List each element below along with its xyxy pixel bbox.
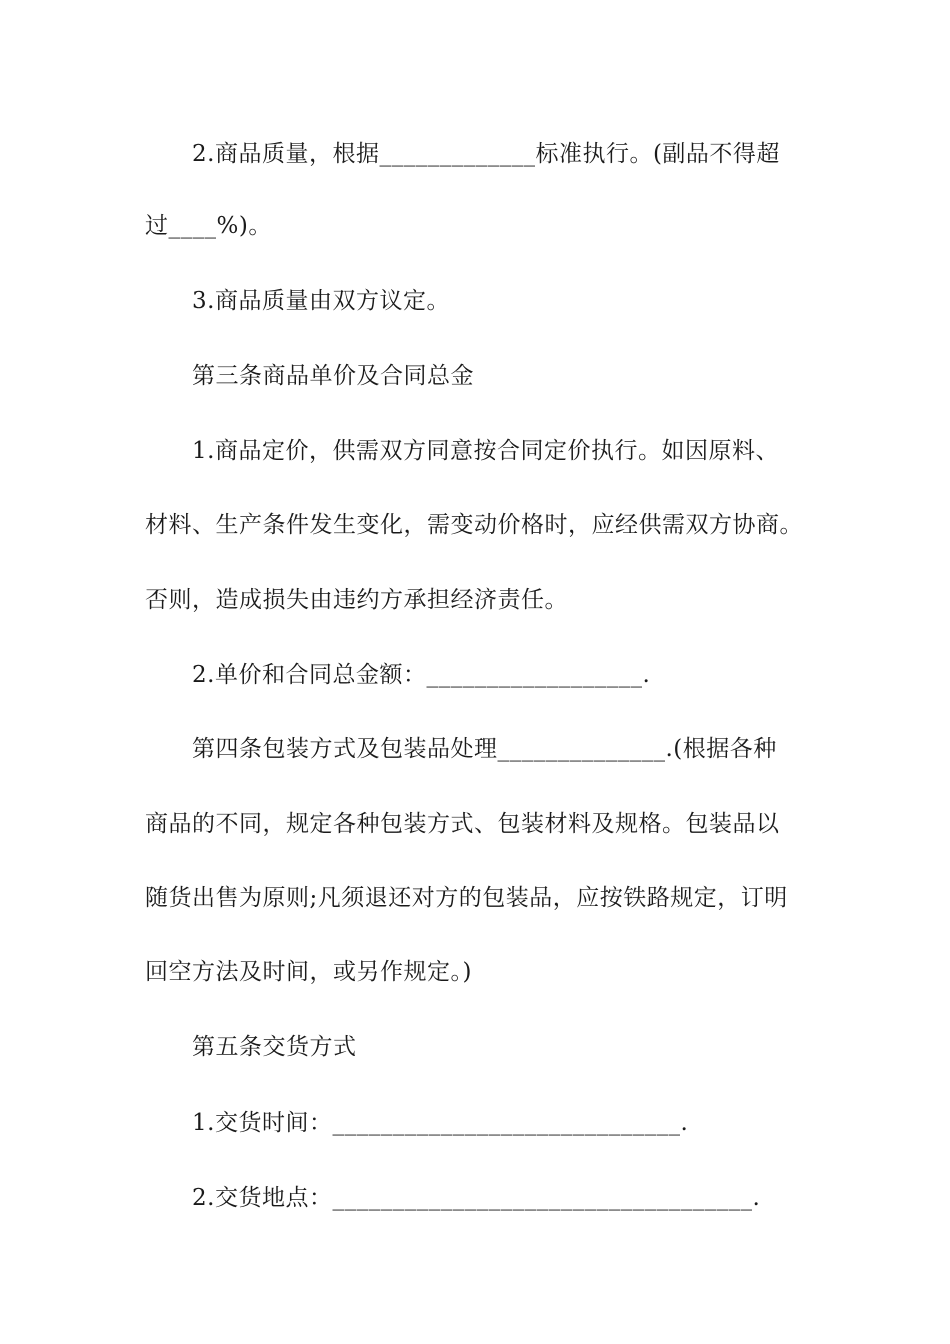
article-3-item-1: 1.商品定价，供需双方同意按合同定价执行。如因原料、 [192, 438, 779, 464]
article-3-item-1-cont-2: 否则，造成损失由违约方承担经济责任。 [145, 587, 568, 613]
article-5-item-2: 2.交货地点：___________________________________. [192, 1185, 761, 1211]
article-4-cont-3: 回空方法及时间，或另作规定。) [145, 959, 472, 985]
article-3-item-2: 2.单价和合同总金额：__________________. [192, 662, 651, 688]
article-3-heading: 第三条商品单价及合同总金 [192, 363, 474, 389]
article-3-item-1-cont-1: 材料、生产条件发生变化，需变动价格时，应经供需双方协商。 [145, 512, 803, 538]
article-5-heading: 第五条交货方式 [192, 1034, 357, 1060]
clause-3-quality-agreed: 3.商品质量由双方议定。 [192, 288, 450, 314]
article-5-item-1: 1.交货时间：_____________________________. [192, 1110, 689, 1136]
clause-2-quality-standard: 2.商品质量，根据_____________标准执行。(副品不得超 [192, 141, 780, 167]
clause-2-quality-standard-cont: 过____%)。 [145, 213, 272, 239]
article-4-cont-1: 商品的不同，规定各种包装方式、包装材料及规格。包装品以 [145, 811, 780, 837]
article-4-heading: 第四条包装方式及包装品处理______________.(根据各种 [192, 736, 777, 762]
article-4-cont-2: 随货出售为原则;凡须退还对方的包装品，应按铁路规定，订明 [145, 885, 788, 911]
